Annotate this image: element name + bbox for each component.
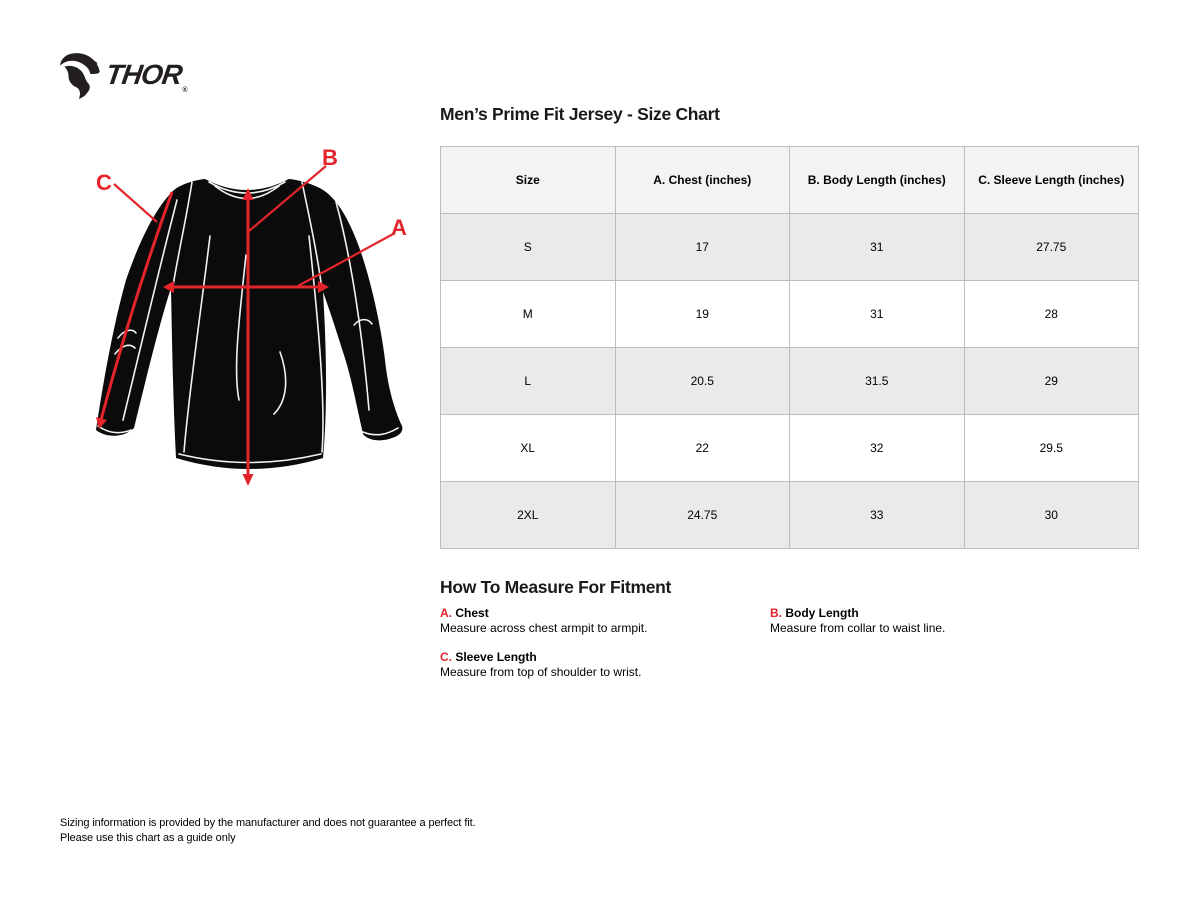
cell-chest: 19 (615, 281, 790, 348)
cell-body-length: 31.5 (790, 348, 965, 415)
cell-sleeve-length: 27.75 (964, 214, 1139, 281)
column-header-chest: A. Chest (inches) (615, 147, 790, 214)
table-row (441, 348, 1139, 415)
cell-sleeve-length: 28 (964, 281, 1139, 348)
measure-description: Measure from collar to waist line. (770, 621, 946, 635)
measure-item-chest (440, 606, 770, 635)
measure-key: C. (440, 650, 452, 664)
brand-logo (58, 50, 188, 100)
measure-item-body-length (770, 606, 1140, 635)
label-b: B (322, 145, 338, 170)
measure-key: A. (440, 606, 452, 620)
registered-mark: ® (182, 87, 188, 94)
measure-label: Body Length (785, 606, 859, 620)
measure-label: Chest (455, 606, 489, 620)
cell-size: L (441, 348, 616, 415)
thor-goat-icon (58, 50, 104, 100)
cell-sleeve-length: 29.5 (964, 415, 1139, 482)
table-row (441, 415, 1139, 482)
cell-body-length: 31 (790, 281, 965, 348)
cell-chest: 20.5 (615, 348, 790, 415)
how-to-measure-heading: How To Measure For Fitment (440, 577, 672, 597)
jersey-measurement-diagram (60, 140, 420, 510)
column-header-body-length: B. Body Length (inches) (790, 147, 965, 214)
cell-body-length: 31 (790, 214, 965, 281)
cell-sleeve-length: 29 (964, 348, 1139, 415)
label-c: C (96, 170, 112, 195)
disclaimer (60, 816, 476, 846)
cell-body-length: 32 (790, 415, 965, 482)
cell-chest: 17 (615, 214, 790, 281)
measure-description: Measure from top of shoulder to wrist. (440, 665, 642, 679)
cell-sleeve-length: 30 (964, 482, 1139, 549)
leader-line-c (114, 184, 157, 222)
cell-chest: 24.75 (615, 482, 790, 549)
cell-size: S (441, 214, 616, 281)
measure-label: Sleeve Length (455, 650, 537, 664)
brand-wordmark: THOR (103, 59, 184, 90)
size-chart-table (440, 146, 1139, 549)
cell-chest: 22 (615, 415, 790, 482)
cell-size: XL (441, 415, 616, 482)
table-row (441, 214, 1139, 281)
how-to-measure-list (440, 606, 1140, 679)
measure-key: B. (770, 606, 782, 620)
label-a: A (391, 215, 407, 240)
page-title: Men’s Prime Fit Jersey - Size Chart (440, 104, 720, 124)
table-row (441, 281, 1139, 348)
column-header-size: Size (441, 147, 616, 214)
cell-body-length: 33 (790, 482, 965, 549)
measure-description: Measure across chest armpit to armpit. (440, 621, 648, 635)
column-header-sleeve-length: C. Sleeve Length (inches) (964, 147, 1139, 214)
cell-size: M (441, 281, 616, 348)
disclaimer-line-2: Please use this chart as a guide only (60, 832, 236, 844)
measure-item-sleeve-length (440, 650, 770, 679)
cell-size: 2XL (441, 482, 616, 549)
table-row (441, 482, 1139, 549)
table-header-row (441, 147, 1139, 214)
disclaimer-line-1: Sizing information is provided by the manufacturer and does not guarantee a perfect fit. (60, 817, 476, 829)
size-chart-section (440, 104, 1140, 679)
